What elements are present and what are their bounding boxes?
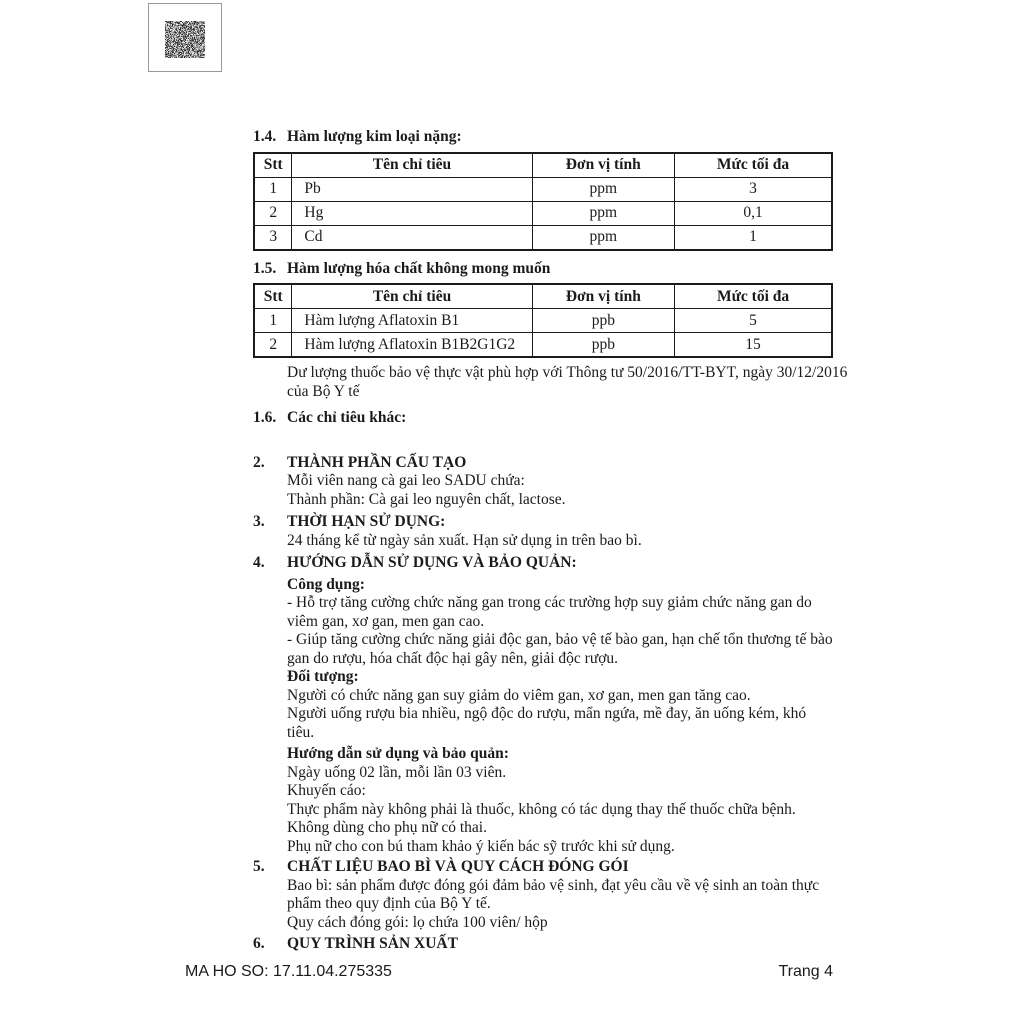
cell-name: Hg xyxy=(292,201,532,225)
section-2-heading xyxy=(253,454,833,473)
target-paragraph: Người uống rượu bia nhiều, ngộ độc do rượu, mẩn ngứa, mề đay, ăn uống kém, khó tiêu. xyxy=(287,705,807,741)
noise-stamp-icon xyxy=(165,21,205,58)
table-row xyxy=(254,333,832,358)
header-cell-name: Tên chỉ tiêu xyxy=(292,284,532,309)
cell-unit: ppb xyxy=(532,309,674,333)
header-cell-max: Mức tối đa xyxy=(675,284,832,309)
section-1-5-heading xyxy=(253,260,833,279)
cell-name: Cd xyxy=(292,225,532,250)
section-number: 5. xyxy=(253,858,265,875)
header-cell-unit: Đơn vị tính xyxy=(532,284,674,309)
heavy-metals-table xyxy=(253,152,833,251)
cell-max: 15 xyxy=(675,333,832,358)
section-title: THÀNH PHẦN CẤU TẠO xyxy=(287,453,467,471)
section-number: 1.4. xyxy=(253,128,277,145)
header-cell-max: Mức tối đa xyxy=(675,153,832,178)
header-cell-stt: Stt xyxy=(254,284,292,309)
cell-stt: 3 xyxy=(254,225,292,250)
header-cell-unit: Đơn vị tính xyxy=(532,153,675,178)
target-paragraph: Người có chức năng gan suy giảm do viêm gan, xơ gan, men gan tăng cao. xyxy=(287,686,751,704)
table-row xyxy=(254,309,832,333)
pesticide-residue-note: Dư lượng thuốc bảo vệ thực vật phù hợp với Thông tư 50/2016/TT-BYT, ngày 30/12/2016 của Bộ Y tế xyxy=(287,364,848,400)
packaging-paragraph: Bao bì: sản phẩm được đóng gói đảm bảo vệ sinh, đạt yêu cầu về vệ sinh an toàn thực phẩm theo quy định của Bộ Y tế. xyxy=(287,876,820,912)
section-1-6-heading xyxy=(253,409,833,428)
cell-stt: 2 xyxy=(254,201,292,225)
directions-paragraph: Thực phẩm này không phải là thuốc, không có tác dụng thay thế thuốc chữa bệnh. xyxy=(287,800,796,818)
cell-stt: 1 xyxy=(254,309,292,333)
section-number: 4. xyxy=(253,554,265,571)
header-cell-name: Tên chỉ tiêu xyxy=(292,153,532,178)
cell-stt: 2 xyxy=(254,333,292,358)
cell-name: Hàm lượng Aflatoxin B1B2G1G2 xyxy=(292,333,532,358)
section-5-heading xyxy=(253,858,833,877)
directions-paragraph: Khuyến cáo: xyxy=(287,782,366,799)
cell-max: 1 xyxy=(675,225,832,250)
cell-unit: ppb xyxy=(532,333,674,358)
directions-paragraph: Không dùng cho phụ nữ có thai. xyxy=(287,819,487,836)
section-title: Hàm lượng kim loại nặng: xyxy=(287,128,462,145)
section-4-heading xyxy=(253,554,833,573)
target-sublabel: Đối tượng: xyxy=(287,668,359,685)
section-title: THỜI HẠN SỬ DỤNG: xyxy=(287,513,446,530)
cell-name: Pb xyxy=(292,177,532,201)
table-header-row xyxy=(254,284,832,309)
composition-line: Thành phần: Cà gai leo nguyên chất, lactose. xyxy=(287,490,566,508)
usage-sublabel: Công dụng: xyxy=(287,575,365,593)
directions-paragraph: Ngày uống 02 lần, mỗi lần 03 viên. xyxy=(287,763,507,781)
unwanted-chemicals-table xyxy=(253,283,833,358)
section-3-heading xyxy=(253,513,833,532)
section-title: HƯỚNG DẪN SỬ DỤNG VÀ BẢO QUẢN: xyxy=(287,554,577,571)
cell-max: 3 xyxy=(675,177,832,201)
cell-stt: 1 xyxy=(254,177,292,201)
footer-page-number: Trang 4 xyxy=(778,963,833,980)
directions-paragraph: Phụ nữ cho con bú tham khảo ý kiến bác sỹ trước khi sử dụng. xyxy=(287,837,675,855)
document-content xyxy=(253,128,848,954)
usage-paragraph: - Hỗ trợ tăng cường chức năng gan trong các trường hợp suy giảm chức năng gan do viêm gan, xơ gan, men gan cao. xyxy=(287,594,812,630)
footer-dossier-code: MA HO SO: 17.11.04.275335 xyxy=(185,963,392,980)
cell-max: 0,1 xyxy=(675,201,832,225)
table-row xyxy=(254,201,832,225)
section-title: QUY TRÌNH SẢN XUẤT xyxy=(287,935,458,952)
section-number: 1.6. xyxy=(253,409,277,426)
section-1-4-heading xyxy=(253,128,833,147)
table-row xyxy=(254,225,832,250)
table-row xyxy=(254,177,832,201)
cell-unit: ppm xyxy=(532,177,675,201)
cell-name: Hàm lượng Aflatoxin B1 xyxy=(292,309,532,333)
section-title: CHẤT LIỆU BAO BÌ VÀ QUY CÁCH ĐÓNG GÓI xyxy=(287,858,629,875)
section-number: 1.5. xyxy=(253,259,277,277)
section-number: 2. xyxy=(253,453,265,471)
shelf-life-line: 24 tháng kể từ ngày sản xuất. Hạn sử dụng in trên bao bì. xyxy=(287,531,642,549)
cell-unit: ppm xyxy=(532,225,675,250)
section-6-heading xyxy=(253,935,833,954)
section-number: 3. xyxy=(253,513,265,530)
directions-sublabel: Hướng dẫn sử dụng và bảo quản: xyxy=(287,745,509,762)
table-header-row xyxy=(254,153,832,178)
packaging-paragraph: Quy cách đóng gói: lọ chứa 100 viên/ hộp xyxy=(287,913,548,931)
header-cell-stt: Stt xyxy=(254,153,292,178)
usage-paragraph: - Giúp tăng cường chức năng giải độc gan, bảo vệ tế bào gan, hạn chế tổn thương tế bào gan do rượu, hóa chất độc hại gây nên, giải độc rượu. xyxy=(287,631,833,667)
composition-line: Mỗi viên nang cà gai leo SADU chứa: xyxy=(287,472,525,489)
cell-max: 5 xyxy=(675,309,832,333)
section-number: 6. xyxy=(253,935,265,952)
digital-stamp-box xyxy=(148,3,222,72)
cell-unit: ppm xyxy=(532,201,675,225)
section-title: Hàm lượng hóa chất không mong muốn xyxy=(287,259,551,277)
section-title: Các chỉ tiêu khác: xyxy=(287,409,407,426)
